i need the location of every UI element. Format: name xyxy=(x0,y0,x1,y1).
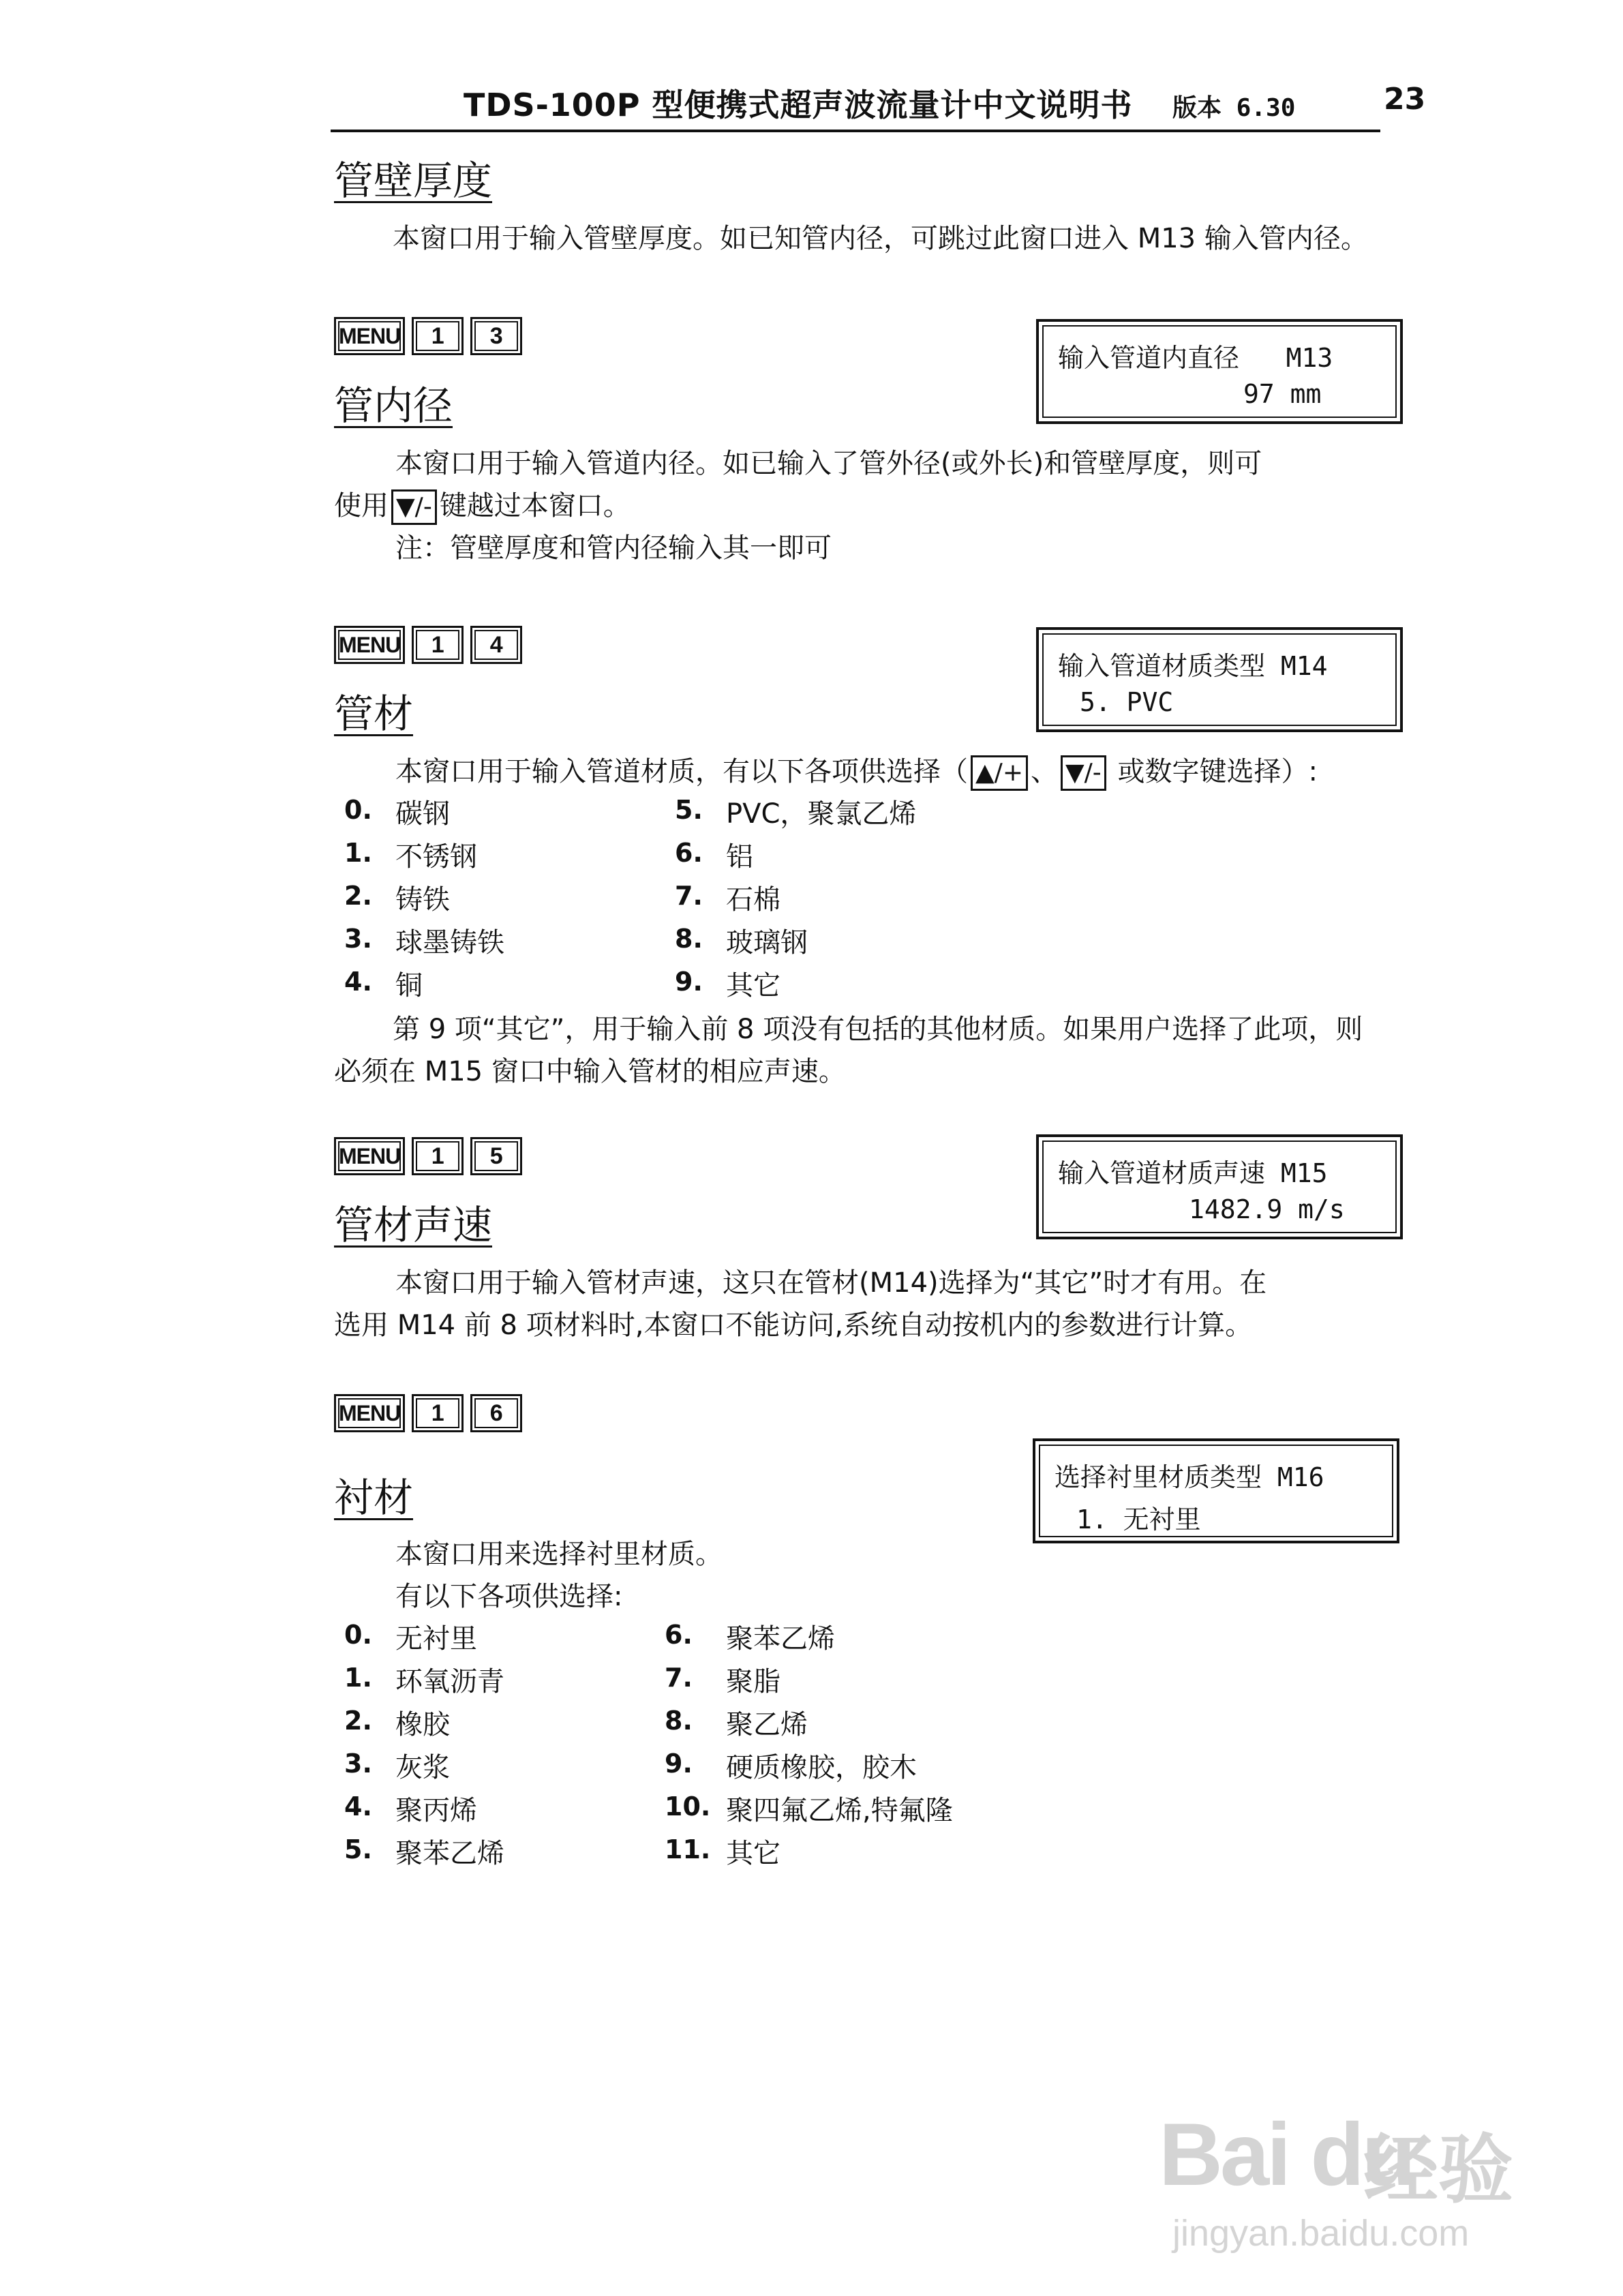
list-item-number: 3. xyxy=(344,1749,372,1779)
list-item-number: 4. xyxy=(344,967,372,997)
list-item-number: 6. xyxy=(675,838,703,868)
menu-key: MENU xyxy=(334,317,405,355)
heading-inner-diameter: 管内径 xyxy=(334,382,453,429)
list-item-number: 11. xyxy=(665,1834,711,1864)
inner-diameter-note: 注：管壁厚度和管内径输入其一即可 xyxy=(395,532,832,564)
sound-speed-text-line2: 选用 M14 前 8 项材料时,本窗口不能访问,系统自动按机内的参数进行计算。 xyxy=(334,1310,1253,1341)
text-fragment: 、 xyxy=(1030,756,1058,787)
list-item-number: 5. xyxy=(675,795,703,825)
digit-key: 1 xyxy=(412,1394,464,1432)
wall-description: 本窗口用于输入管壁厚度。如已知管内径，可跳过此窗口进入 M13 输入管内径。 xyxy=(393,223,1368,254)
list-item-label: 球墨铸铁 xyxy=(395,927,504,958)
page-number: 23 xyxy=(1384,82,1426,117)
digit-key: 5 xyxy=(470,1137,522,1175)
list-item-label: 聚乙烯 xyxy=(726,1709,808,1740)
list-item-number: 5. xyxy=(344,1834,372,1864)
baidu-logo-watermark: Bai du xyxy=(1159,2104,1414,2204)
list-item-number: 9. xyxy=(675,967,703,997)
inner-diameter-text-line1: 本窗口用于输入管道内径。如已输入了管外径(或外长)和管壁厚度，则可 xyxy=(395,448,1262,479)
lcd-line1: 输入管道内直径 M13 xyxy=(1058,343,1333,373)
list-item-label: 其它 xyxy=(726,970,780,1001)
lcd-display-m16 xyxy=(1033,1438,1399,1543)
heading-lining: 衬材 xyxy=(334,1475,414,1521)
lining-intro: 本窗口用来选择衬里材质。 xyxy=(395,1539,723,1570)
pipe-material-other-note-line1: 第 9 项“其它”，用于输入前 8 项没有包括的其他材质。如果用户选择了此项，则 xyxy=(393,1014,1363,1045)
pipe-material-other-note-line2: 必须在 M15 窗口中输入管材的相应声速。 xyxy=(334,1056,846,1087)
digit-key: 1 xyxy=(412,1137,464,1175)
digit-key: 1 xyxy=(412,317,464,355)
list-item-number: 9. xyxy=(665,1749,693,1779)
text-fragment: 本窗口用于输入管道材质，有以下各项供选择（ xyxy=(395,756,968,787)
digit-key: 6 xyxy=(470,1394,522,1432)
menu-key: MENU xyxy=(334,1394,405,1432)
menu-key: MENU xyxy=(334,1137,405,1175)
list-item-label: 其它 xyxy=(726,1838,780,1869)
list-item-label: 碳钢 xyxy=(395,798,450,830)
key-sequence-m16 xyxy=(334,1394,522,1432)
lining-intro-2: 有以下各项供选择: xyxy=(395,1581,623,1612)
lcd-line1: 选择衬里材质类型 M16 xyxy=(1055,1462,1324,1492)
list-item-label: 橡胶 xyxy=(395,1709,450,1740)
list-item-label: 灰浆 xyxy=(395,1752,450,1783)
sound-speed-text-line1: 本窗口用于输入管材声速，这只在管材(M14)选择为“其它”时才有用。在 xyxy=(395,1267,1267,1299)
list-item-label: 石棉 xyxy=(726,884,780,916)
inner-diameter-text-line2 xyxy=(334,484,631,528)
list-item-number: 0. xyxy=(344,1620,372,1650)
list-item-label: 聚丙烯 xyxy=(395,1795,477,1826)
list-item-label: 聚脂 xyxy=(726,1666,780,1697)
digit-key: 1 xyxy=(412,626,464,664)
header-rule xyxy=(331,130,1380,132)
lcd-display-m15 xyxy=(1036,1134,1403,1239)
lcd-display-m14 xyxy=(1036,627,1403,732)
list-item-number: 1. xyxy=(344,1663,372,1693)
lcd-line2: 1482.9 m/s xyxy=(1189,1194,1345,1224)
list-item-label: PVC，聚氯乙烯 xyxy=(726,798,917,830)
lcd-line2: 97 mm xyxy=(1243,379,1322,409)
list-item-number: 2. xyxy=(344,1706,372,1736)
jingyan-watermark: 经验 xyxy=(1363,2126,1513,2214)
lcd-line2: 5. PVC xyxy=(1080,687,1174,717)
text-fragment: 键越过本窗口。 xyxy=(439,490,631,522)
list-item-number: 0. xyxy=(344,795,372,825)
key-sequence-m13 xyxy=(334,317,522,355)
menu-key: MENU xyxy=(334,626,405,664)
heading-sound-speed: 管材声速 xyxy=(334,1202,493,1248)
pipe-material-intro xyxy=(395,750,1318,794)
lcd-line2: 1. 无衬里 xyxy=(1076,1505,1201,1535)
list-item-label: 铝 xyxy=(726,841,753,873)
list-item-label: 玻璃钢 xyxy=(726,927,808,958)
list-item-label: 聚四氟乙烯,特氟隆 xyxy=(726,1795,953,1826)
list-item-label: 聚苯乙烯 xyxy=(395,1838,504,1869)
list-item-number: 2. xyxy=(344,881,372,911)
list-item-number: 10. xyxy=(665,1792,711,1822)
list-item-label: 聚苯乙烯 xyxy=(726,1623,835,1655)
list-item-label: 铸铁 xyxy=(395,884,450,916)
lcd-line1: 输入管道材质类型 M14 xyxy=(1058,651,1328,681)
list-item-number: 6. xyxy=(665,1620,693,1650)
list-item-label: 无衬里 xyxy=(395,1623,477,1655)
document-title: TDS-100P 型便携式超声波流量计中文说明书 xyxy=(464,87,1133,123)
heading-pipe-material: 管材 xyxy=(334,691,414,737)
list-item-label: 铜 xyxy=(395,970,423,1001)
text-fragment: 或数字键选择）: xyxy=(1108,756,1318,787)
key-sequence-m14 xyxy=(334,626,522,664)
down-key-icon: ▼/- xyxy=(1061,755,1106,791)
down-key-icon: ▼/- xyxy=(391,489,437,525)
list-item-number: 8. xyxy=(665,1706,693,1736)
lcd-display-m13 xyxy=(1036,319,1403,424)
up-key-icon: ▲/+ xyxy=(971,755,1028,791)
list-item-number: 4. xyxy=(344,1792,372,1822)
list-item-label: 硬质橡胶，胶木 xyxy=(726,1752,917,1783)
list-item-number: 7. xyxy=(675,881,703,911)
list-item-number: 1. xyxy=(344,838,372,868)
list-item-number: 3. xyxy=(344,924,372,954)
list-item-number: 8. xyxy=(675,924,703,954)
version-label: 版本 6.30 xyxy=(1172,94,1296,122)
list-item-number: 7. xyxy=(665,1663,693,1693)
list-item-label: 环氧沥青 xyxy=(395,1666,504,1697)
text-fragment: 使用 xyxy=(334,490,389,522)
digit-key: 3 xyxy=(470,317,522,355)
key-sequence-m15 xyxy=(334,1137,522,1175)
list-item-label: 不锈钢 xyxy=(395,841,477,873)
watermark-url: jingyan.baidu.com xyxy=(1172,2213,1470,2254)
lcd-line1: 输入管道材质声速 M15 xyxy=(1058,1158,1328,1188)
heading-wall-thickness: 管壁厚度 xyxy=(334,157,493,204)
digit-key: 4 xyxy=(470,626,522,664)
